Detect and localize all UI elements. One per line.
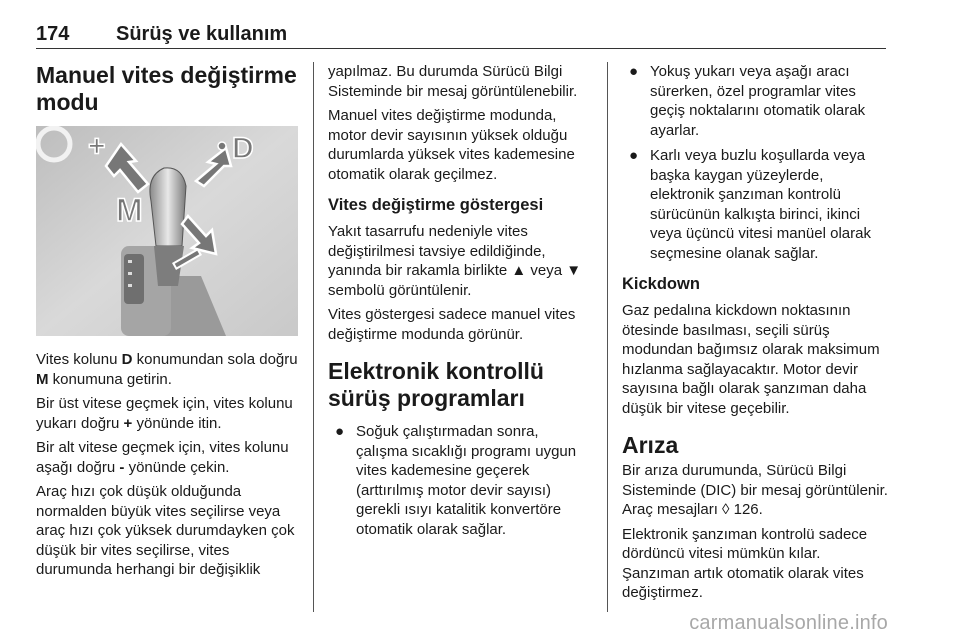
section-heading-fault: Arıza — [622, 432, 679, 458]
paragraph: yapılmaz. Bu durumda Sürücü Bilgi Sisteminde bir mesaj görüntülenebilir. — [328, 63, 578, 100]
page-header — [36, 22, 886, 49]
column-right — [622, 62, 888, 608]
bullet-list — [622, 62, 888, 263]
subheading-kickdown: Kickdown — [622, 275, 700, 293]
gear-lever-illustration — [36, 126, 298, 336]
paragraph: Bir üst vitese geçmek için, vites kolunu yukarı doğru + yönünde itin. — [36, 395, 293, 432]
column-divider — [313, 62, 314, 612]
column-divider — [607, 62, 608, 612]
list-item: ● Soğuk çalıştırmadan sonra, çalışma sıcaklığı programı uygun vites kademesine geçerek (arttırılmış motor devir sayısı) gerekli ısıyı katalitik konvertöre otomatik olarak sağlar. — [335, 423, 577, 538]
paragraph: Yakıt tasarrufu nedeniyle vites değiştirilmesi tavsiye edildiğinde, yanında bir rakamla birlikte ▲ veya ▼ sembolü görüntülenir. — [328, 223, 582, 299]
paragraph: Araç hızı çok düşük olduğunda normalden büyük vites seçilirse veya araç hızı çok yüksek durumdayken çok düşük bir vites seçilirse, vites durumunda herhangi bir değişiklik — [36, 483, 295, 578]
paragraph: Vites göstergesi sadece manuel vites değiştirme modunda görünür. — [328, 306, 576, 343]
section-heading-manual-mode: Manuel vites değiştirme modu — [36, 62, 297, 115]
paragraph: Gaz pedalına kickdown noktasının ötesinde basılması, seçili sürüş modundan bağımsız olarak maksimum hızlanma sağlayacaktır. Motor devir sayısına bağlı olarak şanzıman daha düşük bir vitese geçebilir. — [622, 302, 880, 417]
page-number: 174 — [36, 23, 70, 45]
subheading-shift-indicator: Vites değiştirme göstergesi — [328, 196, 544, 214]
paragraph: Bir arıza durumunda, Sürücü Bilgi Sisteminde (DIC) bir mesaj görüntülenir. Araç mesajları ◊ 126. — [622, 462, 888, 518]
section-heading-electronic-programs: Elektronik kontrollü sürüş programları — [328, 358, 544, 411]
figure-label-plus: + — [88, 130, 106, 163]
bullet-icon: ● — [335, 423, 345, 440]
column-middle — [328, 62, 592, 545]
bullet-list — [328, 422, 592, 539]
paragraph: Bir alt vitese geçmek için, vites kolunu aşağı doğru - yönünde çekin. — [36, 439, 289, 476]
cross-reference-icon: ◊ — [722, 501, 730, 518]
paragraph: Manuel vites değiştirme modunda, motor devir sayısının yüksek olduğu durumlarda yüksek vites kademesine otomatik olarak geçilmez. — [328, 107, 575, 183]
figure-label-m: M — [116, 192, 143, 228]
list-item: ● Yokuş yukarı veya aşağı aracı sürerken, özel programlar vites geçiş noktalarını otomatik olarak ayarlar. — [629, 63, 866, 139]
gear-lever-svg — [36, 126, 298, 336]
bullet-icon: ● — [629, 147, 639, 164]
bullet-icon: ● — [629, 63, 639, 80]
list-item: ● Karlı veya buzlu koşullarda veya başka kaygan yüzeylerde, elektronik şanzıman kontrolü sürücünün kalkışta birinci, ikinci veya üçüncü vitesi manüel olarak seçmesine olanak sağlar. — [629, 147, 871, 262]
column-left — [36, 62, 298, 585]
paragraph: Vites kolunu D konumundan sola doğru M konumuna getirin. — [36, 351, 298, 388]
chapter-title: Sürüş ve kullanım — [116, 23, 288, 45]
watermark: carmanualsonline.info — [689, 612, 888, 634]
paragraph: Elektronik şanzıman kontrolü sadece dördüncü vitesi mümkün kılar. Şanzıman artık otomatik olarak vites değiştirmez. — [622, 525, 868, 601]
figure-label-d: D — [232, 132, 254, 165]
